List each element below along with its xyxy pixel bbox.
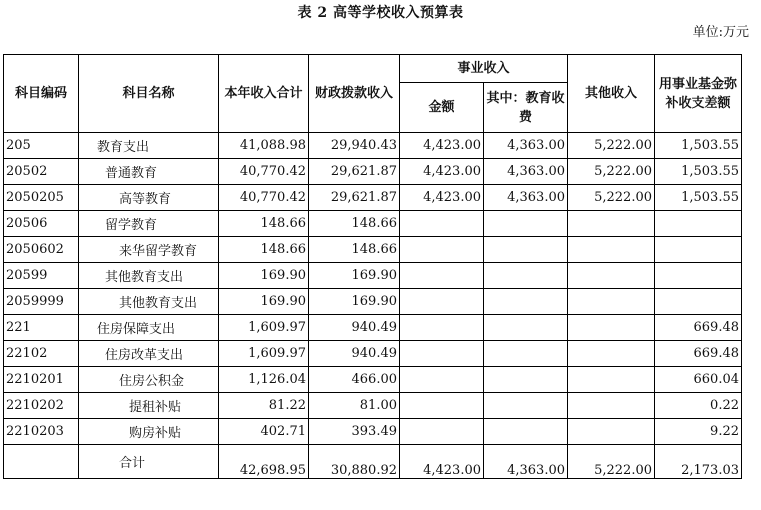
row-name: 住房改革支出 [79, 341, 219, 367]
row-other: 5,222.00 [568, 133, 655, 159]
row-other [568, 419, 655, 445]
row-code: 22102 [4, 341, 79, 367]
row-business-amount [400, 315, 484, 341]
row-other [568, 263, 655, 289]
row-fiscal: 148.66 [309, 237, 400, 263]
row-total: 1,126.04 [219, 367, 309, 393]
row-business-amount [400, 367, 484, 393]
row-code: 2210202 [4, 393, 79, 419]
row-name: 住房公积金 [79, 367, 219, 393]
row-code: 221 [4, 315, 79, 341]
table-row [4, 133, 742, 159]
row-fiscal: 169.90 [309, 289, 400, 315]
row-total: 41,088.98 [219, 133, 309, 159]
row-business-amount: 4,423.00 [400, 185, 484, 211]
row-code: 2050602 [4, 237, 79, 263]
row-business-amount [400, 341, 484, 367]
table-row [4, 367, 742, 393]
table-row [4, 211, 742, 237]
total-total: 42,698.95 [219, 445, 309, 479]
row-business-tuition [484, 393, 568, 419]
row-total: 81.22 [219, 393, 309, 419]
row-total: 1,609.97 [219, 315, 309, 341]
row-code: 2050205 [4, 185, 79, 211]
row-business-tuition: 4,363.00 [484, 133, 568, 159]
row-code: 20502 [4, 159, 79, 185]
total-fiscal: 30,880.92 [309, 445, 400, 479]
row-fund: 1,503.55 [655, 133, 742, 159]
row-name: 住房保障支出 [79, 315, 219, 341]
row-other [568, 211, 655, 237]
row-name: 购房补贴 [79, 419, 219, 445]
total-tuition: 4,363.00 [484, 445, 568, 479]
table-row [4, 263, 742, 289]
total-amount: 4,423.00 [400, 445, 484, 479]
row-business-amount [400, 211, 484, 237]
row-business-tuition [484, 367, 568, 393]
total-other: 5,222.00 [568, 445, 655, 479]
total-row [4, 445, 742, 479]
row-total: 40,770.42 [219, 185, 309, 211]
row-other: 5,222.00 [568, 185, 655, 211]
row-business-amount [400, 263, 484, 289]
row-business-tuition: 4,363.00 [484, 185, 568, 211]
header-business-amount: 金额 [400, 83, 484, 133]
row-fiscal: 29,621.87 [309, 159, 400, 185]
row-name: 提租补贴 [79, 393, 219, 419]
row-total: 402.71 [219, 419, 309, 445]
total-label: 合计 [79, 445, 219, 479]
budget-table [3, 54, 742, 479]
row-other [568, 289, 655, 315]
row-business-tuition [484, 263, 568, 289]
row-fiscal: 81.00 [309, 393, 400, 419]
row-code: 205 [4, 133, 79, 159]
row-other [568, 393, 655, 419]
table-row [4, 185, 742, 211]
row-name: 教育支出 [79, 133, 219, 159]
row-total: 1,609.97 [219, 341, 309, 367]
row-fiscal: 393.49 [309, 419, 400, 445]
header-business: 事业收入 [400, 55, 568, 83]
row-other: 5,222.00 [568, 159, 655, 185]
header-fund: 用事业基金弥补收支差额 [655, 55, 742, 133]
row-name: 来华留学教育 [79, 237, 219, 263]
row-fund: 669.48 [655, 341, 742, 367]
row-name: 留学教育 [79, 211, 219, 237]
row-code: 20506 [4, 211, 79, 237]
row-fiscal: 148.66 [309, 211, 400, 237]
row-fiscal: 169.90 [309, 263, 400, 289]
row-other [568, 367, 655, 393]
row-business-amount: 4,423.00 [400, 159, 484, 185]
table-row [4, 315, 742, 341]
row-fiscal: 29,621.87 [309, 185, 400, 211]
table-row [4, 393, 742, 419]
row-fund: 9.22 [655, 419, 742, 445]
row-name: 其他教育支出 [79, 289, 219, 315]
row-name: 普通教育 [79, 159, 219, 185]
table-row [4, 159, 742, 185]
row-business-amount [400, 419, 484, 445]
row-total: 169.90 [219, 289, 309, 315]
row-name: 高等教育 [79, 185, 219, 211]
row-business-tuition [484, 237, 568, 263]
row-business-amount [400, 393, 484, 419]
row-fund [655, 237, 742, 263]
row-business-tuition [484, 419, 568, 445]
table-row [4, 289, 742, 315]
row-fund: 1,503.55 [655, 159, 742, 185]
row-total: 148.66 [219, 237, 309, 263]
row-total: 169.90 [219, 263, 309, 289]
row-code: 2210201 [4, 367, 79, 393]
header-business-tuition: 其中：教育收费 [484, 83, 568, 133]
row-code: 2059999 [4, 289, 79, 315]
row-business-amount [400, 289, 484, 315]
row-business-tuition [484, 341, 568, 367]
row-total: 148.66 [219, 211, 309, 237]
row-business-amount [400, 237, 484, 263]
row-business-tuition: 4,363.00 [484, 159, 568, 185]
table-row [4, 419, 742, 445]
row-fiscal: 29,940.43 [309, 133, 400, 159]
row-code: 20599 [4, 263, 79, 289]
row-fiscal: 940.49 [309, 341, 400, 367]
row-fiscal: 940.49 [309, 315, 400, 341]
table-row [4, 341, 742, 367]
row-other [568, 315, 655, 341]
header-code: 科目编码 [4, 55, 79, 133]
row-business-amount: 4,423.00 [400, 133, 484, 159]
total-fund: 2,173.03 [655, 445, 742, 479]
row-fund: 669.48 [655, 315, 742, 341]
row-fund: 1,503.55 [655, 185, 742, 211]
row-other [568, 341, 655, 367]
total-code-cell [4, 445, 79, 479]
row-other [568, 237, 655, 263]
row-fund [655, 263, 742, 289]
header-name: 科目名称 [79, 55, 219, 133]
row-total: 40,770.42 [219, 159, 309, 185]
row-fund: 0.22 [655, 393, 742, 419]
header-other: 其他收入 [568, 55, 655, 133]
row-code: 2210203 [4, 419, 79, 445]
row-fund [655, 211, 742, 237]
header-total: 本年收入合计 [219, 55, 309, 133]
row-fiscal: 466.00 [309, 367, 400, 393]
row-fund [655, 289, 742, 315]
table-row [4, 237, 742, 263]
row-business-tuition [484, 211, 568, 237]
row-name: 其他教育支出 [79, 263, 219, 289]
row-business-tuition [484, 315, 568, 341]
page-title: 表 2 高等学校收入预算表 [297, 5, 464, 21]
row-fund: 660.04 [655, 367, 742, 393]
unit-label: 单位:万元 [692, 25, 749, 40]
row-business-tuition [484, 289, 568, 315]
header-fiscal: 财政拨款收入 [309, 55, 400, 133]
